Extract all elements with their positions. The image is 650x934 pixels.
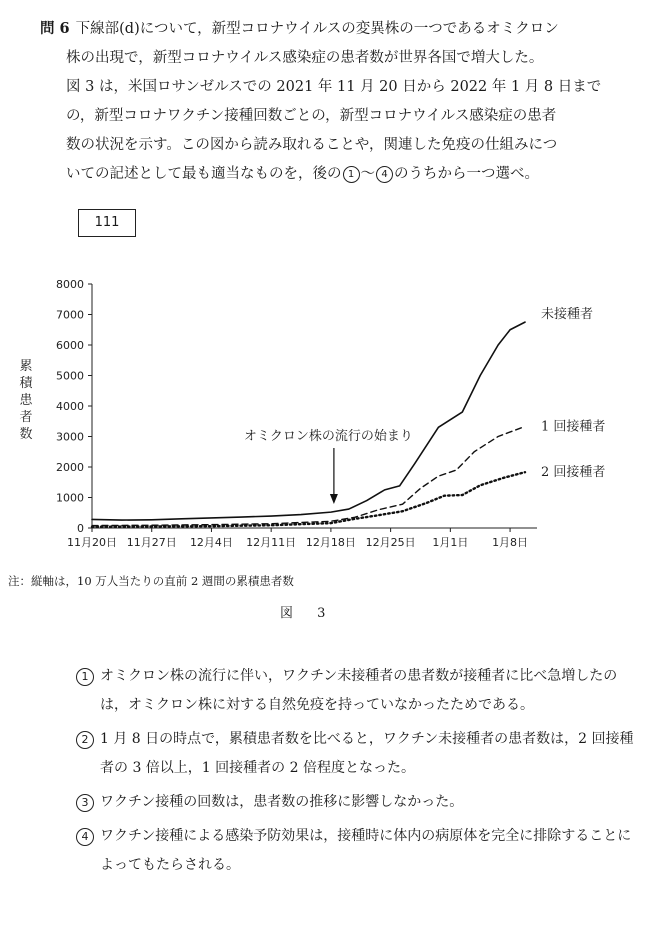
chart-axes — [56, 278, 537, 549]
figure-note: 注：縦軸は，10 万人当たりの直前 2 週間の累積患者数 — [8, 574, 294, 588]
y-tick-label: 2000 — [56, 461, 84, 474]
choice-last-marker: 4 — [376, 166, 393, 183]
series-label-1: 1 回接種者 — [541, 419, 606, 435]
chart-series — [92, 322, 525, 527]
y-axis-label-char: 累 — [19, 359, 33, 374]
x-tick-label: 1月8日 — [492, 536, 529, 549]
y-tick-label: 6000 — [56, 339, 84, 352]
y-tick-label: 0 — [77, 522, 84, 535]
option-number: 3 — [76, 794, 94, 812]
question-number: 問 6 — [40, 20, 70, 37]
annotation-text: オミクロン株の流行の始まり — [243, 429, 413, 444]
x-tick-label: 12月25日 — [365, 536, 416, 549]
x-tick-label: 11月27日 — [126, 536, 177, 549]
annotation — [244, 428, 413, 504]
option-3[interactable] — [76, 788, 636, 817]
question-line: いての記述として最も適当なものを，後の 1 〜 4 のうちから一つ選べ。 — [66, 166, 539, 182]
x-tick-label: 1月1日 — [432, 536, 469, 549]
x-tick-label: 12月11日 — [246, 536, 297, 549]
y-axis-label-char: 者 — [19, 410, 33, 425]
option-text: ワクチン接種による感染予防効果は，接種時に体内の病原体を完全に排除することによってもたらされる。 — [100, 828, 632, 873]
option-2[interactable] — [76, 725, 636, 783]
question-text — [40, 14, 640, 189]
y-axis-label — [19, 359, 33, 442]
option-number: 4 — [76, 828, 94, 846]
question-line: 図 3 は，米国ロサンゼルスでの 2021 年 11 月 20 日から 2022 年 1 月 8 日まで — [66, 79, 602, 95]
option-text: 1 月 8 日の時点で，累積患者数を比べると，ワクチン未接種者の患者数は，2 回接種者の 3 倍以上，1 回接種者の 2 倍程度となった。 — [100, 731, 634, 776]
x-tick-label: 12月18日 — [305, 536, 356, 549]
question-line: の，新型コロナワクチン接種回数ごとの，新型コロナウイルス感染症の患者 — [66, 108, 557, 124]
y-axis-label-char: 数 — [19, 427, 33, 442]
y-tick-label: 5000 — [56, 369, 84, 383]
question-line: 下線部(d)について，新型コロナウイルスの変異株の一つであるオミクロン — [75, 21, 559, 37]
annotation-arrow-head — [330, 494, 338, 504]
cumulative-cases-chart — [0, 262, 650, 572]
question-block — [40, 14, 640, 189]
question-line: 株の出現で，新型コロナウイルス感染症の患者数が世界各国で増大した。 — [66, 50, 544, 66]
option-number: 1 — [76, 668, 94, 686]
series-label-0: 未接種者 — [541, 307, 594, 323]
y-axis-label-char: 患 — [19, 393, 33, 408]
option-number: 2 — [76, 731, 94, 749]
y-axis-label-char: 積 — [19, 376, 33, 391]
series-line-0 — [92, 322, 525, 520]
x-tick-label: 11月20日 — [67, 536, 117, 549]
series-line-2 — [92, 472, 525, 527]
option-text: オミクロン株の流行に伴い，ワクチン未接種者の患者数が接種者に比べ急増したのは，オミクロン株に対する自然免疫を持っていなかったためである。 — [100, 668, 618, 713]
answer-number-box: 111 — [78, 209, 136, 237]
y-tick-label: 8000 — [56, 278, 84, 291]
figure-label: 図 3 — [280, 606, 336, 621]
choice-first-marker: 1 — [343, 166, 360, 183]
option-1[interactable] — [76, 662, 636, 720]
x-tick-label: 12月4日 — [189, 536, 233, 549]
option-text: ワクチン接種の回数は，患者数の推移に影響しなかった。 — [100, 794, 464, 810]
question-line: 数の状況を示す。この図から読み取れることや，関連した免疫の仕組みにつ — [66, 137, 558, 153]
y-tick-label: 1000 — [56, 491, 84, 505]
series-label-2: 2 回接種者 — [541, 465, 606, 481]
answer-options — [76, 662, 636, 885]
option-4[interactable] — [76, 822, 636, 880]
series-labels — [541, 306, 605, 480]
y-tick-label: 3000 — [56, 430, 84, 444]
y-tick-label: 7000 — [56, 308, 84, 322]
y-tick-label: 4000 — [56, 400, 84, 413]
